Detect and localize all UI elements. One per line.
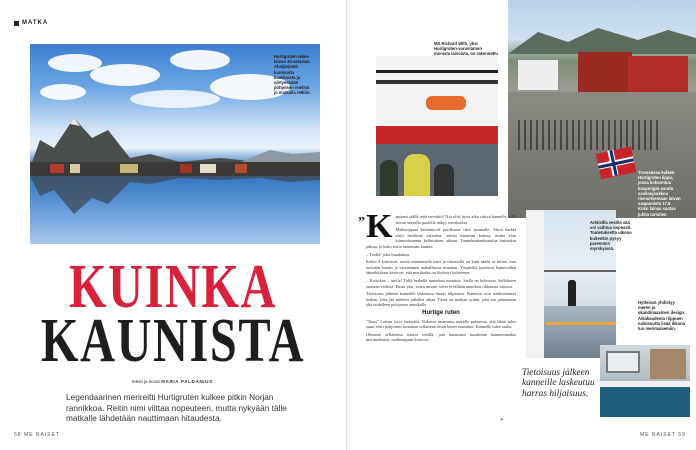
cabin-photo: [600, 345, 690, 417]
body-paragraph: Matkaoppaat kerääntyvät puolkaasa siksi istumalle. Tässä kaikki aistit herkkinä valmiina, otteita kameran kanssa, mutta vain kiinnostuneena kellutuksen aikaan. Tunnelmakeskustelua kuitenkin jatkuu, ja koko reitin tunnetaan kunnia.: [366, 227, 516, 249]
body-paragraph: – Katsokaa – tuolla! Tällä hetkellä tunnelma muuttuu. Siellä ne kohoavat, kellahtaen suoraan vedestä. Ensin yksi, sitten monta, siivet levällään rannikon rikkaassa valossa.: [366, 277, 516, 289]
left-page: [0, 0, 346, 450]
right-page: [348, 0, 696, 450]
mountains-illustration: [30, 108, 320, 168]
byline-prefix: teksti ja kuvat: [132, 379, 160, 384]
lead-paragraph: Legendaarinen merireitti Hurtigruten kulkee pitkin Norjan rannikkoa. Reitin nimi viittaa nopeuteen, mutta nykyään tälle matkalle lähdetään nauttimaan hitaudesta.: [66, 392, 287, 424]
pull-quote: Tietoisuus jälkeen kanneille laskeutuu harras hiljaisuus.: [522, 368, 595, 399]
body-paragraph: Olemme sellaisessa tilassa reitillä, jota kutsutaan maailman kauneimmaksi merimatkaksi, matkaoppaat kertovat.: [366, 331, 516, 343]
crowd-caption: Tromsøssa kulkee Hurtigruten lippu, jossa kokoontuu kaupungin suurta asukasjoukkoa riemuitsemaan laivan saapumista 17.5. Koko lainaa saataa juhlia turistien merinä.: [638, 170, 681, 222]
body-paragraph: Kohta 4 kokoavat, mutta muutamalla meri ja ilmastolla on kuin saada se kiinni, kun turistien kaunis ja varsinainen rauhallisuus muuttuu. Ympäriltä kuuluvat kameroiden räpsähdykset kertovat, että merikotka on löytänyt kohteensa.: [366, 259, 516, 276]
body-paragraph: – Tuolla! joku huudahtaa.: [366, 251, 411, 257]
article-body: [366, 208, 516, 345]
body-paragraph: Tietoisuus jälkeen kanneille laskeutuu harras hiljaisuus. Kamerat ovat nauhoittaneet hetken, joka jää mieleen pitkäksi aikaa. Tässä on matkan sydän, joka saa palaamaan yhä uudelleen pohjoisen rannikolle.: [366, 291, 516, 308]
headline-line-1: KUINKA: [68, 253, 278, 321]
byline: [132, 379, 213, 384]
hero-caption: Hurtigruten tekee laivan 34 satamaa Alusjärjestä luonnosta kaakkoista ja siirtyessään pohjoisen mielinä jo matkalla retkiin.: [274, 54, 311, 96]
headline-line-2: KAUNISTA: [40, 307, 306, 375]
ship-caption: MS Richard With, yksi Hurtigruten-varustamon monista laivoista, on rakennettu: [434, 41, 498, 57]
page-number-left: 58: [14, 432, 22, 438]
body-paragraph: "Tuuti" Laivan torvi täräyttää. Viikassa satamasta merelle puhuessa, että lähtö tulee suuri reitti pohjoisen suuntaan sellaisena aivan kuten ennenkin. Kannelle tulee rauha.: [366, 318, 516, 330]
continue-arrow: »: [500, 417, 504, 423]
section-marker-icon: [14, 21, 19, 26]
page-number-right: 59: [678, 432, 686, 438]
drop-cap: K: [366, 208, 393, 245]
folio-right: [640, 432, 686, 438]
section-label: [14, 20, 48, 26]
magazine-name-left: ME NAISET: [23, 432, 60, 438]
byline-author: MARIA PALDANIUS: [161, 379, 213, 384]
quote-mark: ”: [358, 215, 365, 230]
section-label-text: MATKA: [22, 20, 49, 26]
folio-left: [14, 432, 60, 438]
article-subhead: Hurtige ruten: [422, 309, 460, 316]
magazine-name-right: ME NAISET: [640, 432, 676, 438]
body-paragraph: apteeni täällä teitä tervehtii! Nyt olisi hyvä aika siirtyä kannelle, sillä laivan oikealla puolella näkyy merikotkia.: [395, 214, 516, 225]
cabin-caption: Hytteissä yhdistyy meren ja skandinaavinen design. Aikakaudesta riippuen valoisuutta lisää ikkuna luo merimaisemiin.: [638, 300, 686, 332]
deck-caption: Arktisilla vesillä sää voi vaihtua nopeasti. Tuuletuksetta ulkona kuitenkin pysyy paremmin myrskyissä.: [590, 220, 632, 252]
ship-photo: [376, 56, 498, 196]
